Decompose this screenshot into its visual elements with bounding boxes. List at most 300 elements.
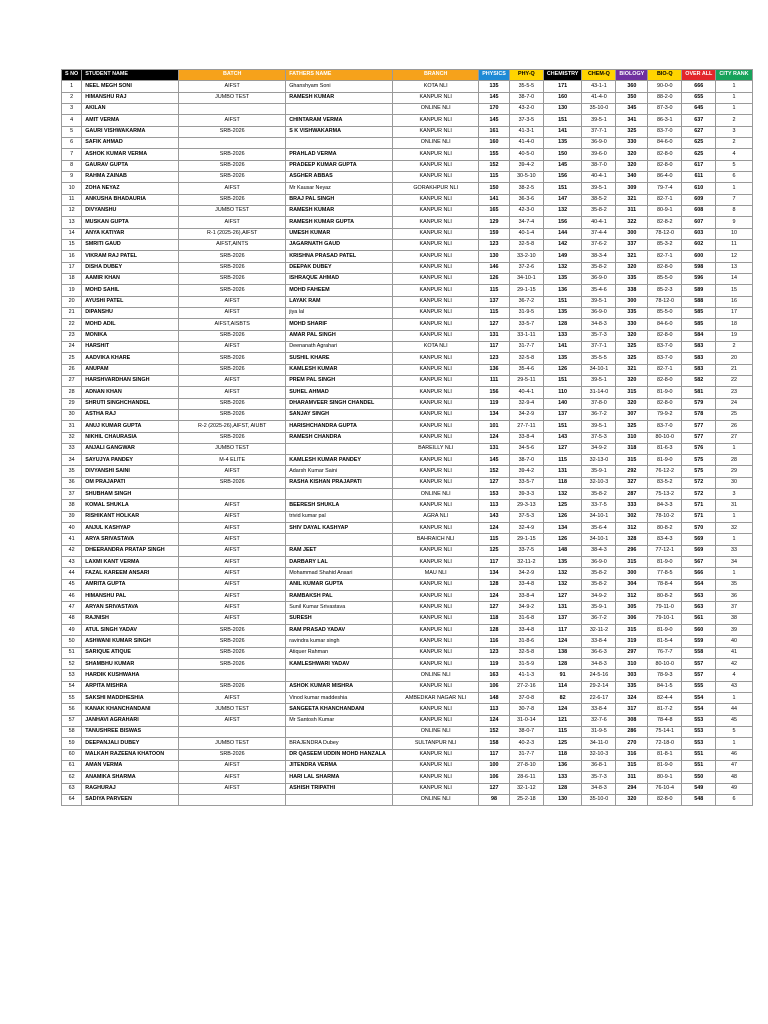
cell-sno: 1 [62,81,82,92]
table-row [62,387,753,398]
cell-phy-q: 39-3-3 [509,489,543,500]
cell-overall: 666 [682,81,716,92]
cell-overall: 554 [682,693,716,704]
cell-student-name: SHRUTI SINGHCHANDEL [82,398,179,409]
cell-biology: 316 [616,749,648,760]
header-fathers-name: FATHERS NAME [286,70,393,81]
cell-bio-q: 79-7-4 [648,183,682,194]
cell-fathers-name: HARI LAL SHARMA [286,772,393,783]
cell-fathers-name: Sunil Kumar Srivastava [286,602,393,613]
cell-sno: 64 [62,795,82,806]
cell-student-name: GAURI VISHWAKARMA [82,126,179,137]
cell-chemistry: 115 [543,455,582,466]
cell-phy-q: 33-2-10 [509,251,543,262]
cell-chemistry: 132 [543,262,582,273]
cell-physics: 155 [479,149,510,160]
cell-bio-q: 85-5-0 [648,273,682,284]
cell-bio-q: 83-5-2 [648,477,682,488]
cell-batch: SRB-2026 [179,273,286,284]
cell-student-name: KANAK KHANCHANDANI [82,704,179,715]
cell-chem-q: 34-10-1 [582,534,616,545]
cell-fathers-name: SANGEETA KHANCHANDANI [286,704,393,715]
cell-overall: 561 [682,613,716,624]
cell-overall: 550 [682,772,716,783]
cell-bio-q: 82-8-0 [648,262,682,273]
cell-sno: 37 [62,489,82,500]
cell-chemistry: 136 [543,285,582,296]
cell-physics: 134 [479,409,510,420]
cell-phy-q: 29-1-15 [509,285,543,296]
table-row [62,715,753,726]
cell-sno: 59 [62,738,82,749]
cell-physics: 134 [479,568,510,579]
header-row [62,70,753,81]
cell-chemistry: 171 [543,81,582,92]
cell-fathers-name: BRAJ PAL SINGH [286,194,393,205]
cell-biology: 335 [616,307,648,318]
cell-sno: 31 [62,421,82,432]
cell-sno: 11 [62,194,82,205]
cell-branch: BAREILLY NLI [393,443,479,454]
cell-batch [179,103,286,114]
cell-chem-q: 39-5-1 [582,115,616,126]
table-row [62,545,753,556]
cell-phy-q: 31-9-5 [509,307,543,318]
cell-student-name: DHEERANDRA PRATAP SINGH [82,545,179,556]
cell-city-rank: 7 [716,194,752,205]
cell-bio-q: 83-7-0 [648,353,682,364]
cell-chem-q: 35-8-2 [582,489,616,500]
cell-chemistry: 160 [543,92,582,103]
cell-biology: 300 [616,296,648,307]
cell-bio-q: 80-8-2 [648,591,682,602]
cell-chem-q: 36-8-1 [582,761,616,772]
cell-chem-q: 32-10-3 [582,749,616,760]
cell-branch: KANPUR NLI [393,239,479,250]
cell-overall: 585 [682,307,716,318]
cell-chemistry: 141 [543,126,582,137]
table-row [62,602,753,613]
cell-student-name: ANUJ KUMAR GUPTA [82,421,179,432]
cell-city-rank: 5 [716,727,752,738]
cell-bio-q: 85-5-0 [648,307,682,318]
cell-phy-q: 41-3-1 [509,126,543,137]
cell-physics: 117 [479,341,510,352]
cell-chemistry: 126 [543,534,582,545]
cell-city-rank: 1 [716,81,752,92]
cell-phy-q: 32-11-2 [509,557,543,568]
cell-bio-q: 78-12-0 [648,228,682,239]
cell-bio-q: 82-8-0 [648,160,682,171]
cell-student-name: AKILAN [82,103,179,114]
table-row [62,591,753,602]
cell-biology: 315 [616,625,648,636]
cell-biology: 328 [616,534,648,545]
cell-chem-q: 37-7-1 [582,341,616,352]
cell-batch: AIFST [179,341,286,352]
cell-chem-q: 37-6-2 [582,239,616,250]
cell-batch: SRB-2026 [179,194,286,205]
cell-sno: 29 [62,398,82,409]
cell-sno: 12 [62,205,82,216]
cell-bio-q: 82-8-0 [648,375,682,386]
cell-biology: 335 [616,681,648,692]
cell-overall: 553 [682,738,716,749]
cell-fathers-name: JAGARNATH GAUD [286,239,393,250]
cell-biology: 311 [616,205,648,216]
cell-phy-q: 34-2-9 [509,409,543,420]
cell-biology: 303 [616,670,648,681]
cell-batch: SRB-2026 [179,285,286,296]
cell-chem-q: 33-8-4 [582,636,616,647]
cell-bio-q: 76-7-7 [648,647,682,658]
cell-city-rank: 6 [716,171,752,182]
cell-chemistry: 135 [543,137,582,148]
cell-biology: 321 [616,194,648,205]
cell-physics: 115 [479,285,510,296]
cell-chem-q: 22-6-17 [582,693,616,704]
table-row [62,421,753,432]
cell-chemistry: 132 [543,489,582,500]
cell-branch: GORAKHPUR NLI [393,183,479,194]
cell-fathers-name: RAMESH KUMAR GUPTA [286,217,393,228]
cell-phy-q: 39-4-2 [509,160,543,171]
cell-student-name: KOMAL SHUKLA [82,500,179,511]
cell-phy-q: 33-1-11 [509,330,543,341]
cell-fathers-name: SUSHIL KHARE [286,353,393,364]
cell-chemistry: 128 [543,659,582,670]
cell-branch: KANPUR NLI [393,681,479,692]
cell-fathers-name: Vinod kumar maddeshia [286,693,393,704]
cell-branch: KANPUR NLI [393,715,479,726]
cell-chem-q: 38-3-4 [582,251,616,262]
cell-branch: KANPUR NLI [393,704,479,715]
cell-chem-q: 36-7-2 [582,409,616,420]
cell-bio-q: 81-9-0 [648,387,682,398]
cell-bio-q: 82-7-1 [648,194,682,205]
cell-physics: 150 [479,183,510,194]
cell-bio-q: 84-3-3 [648,500,682,511]
cell-fathers-name: trivid kumar pal [286,511,393,522]
cell-city-rank: 49 [716,783,752,794]
cell-sno: 63 [62,783,82,794]
cell-bio-q: 80-9-1 [648,205,682,216]
cell-chemistry: 147 [543,194,582,205]
cell-fathers-name: SANJAY SINGH [286,409,393,420]
cell-phy-q: 36-7-2 [509,296,543,307]
cell-branch: KANPUR NLI [393,307,479,318]
table-row [62,409,753,420]
cell-bio-q: 78-9-3 [648,670,682,681]
cell-sno: 9 [62,171,82,182]
cell-physics: 131 [479,443,510,454]
cell-bio-q: 81-7-2 [648,704,682,715]
cell-chemistry: 82 [543,693,582,704]
table-row [62,296,753,307]
cell-bio-q: 85-3-2 [648,239,682,250]
cell-phy-q: 33-7-5 [509,545,543,556]
cell-overall: 555 [682,681,716,692]
cell-phy-q: 33-8-4 [509,432,543,443]
cell-branch: KANPUR NLI [393,92,479,103]
table-row [62,375,753,386]
cell-fathers-name [286,443,393,454]
cell-fathers-name: Mr Santosh Kumar [286,715,393,726]
cell-branch: KANPUR NLI [393,149,479,160]
cell-batch: SRB-2026 [179,636,286,647]
cell-student-name: ANUPAM [82,364,179,375]
table-row [62,330,753,341]
cell-city-rank: 47 [716,761,752,772]
cell-chem-q: 35-6-4 [582,523,616,534]
cell-phy-q: 31-8-6 [509,636,543,647]
cell-branch: KANPUR NLI [393,659,479,670]
cell-bio-q: 84-1-5 [648,681,682,692]
cell-bio-q: 82-8-0 [648,795,682,806]
cell-biology: 292 [616,466,648,477]
cell-sno: 19 [62,285,82,296]
cell-bio-q: 78-4-8 [648,715,682,726]
cell-batch: JUMBO TEST [179,92,286,103]
cell-physics: 129 [479,217,510,228]
cell-chem-q: 35-8-2 [582,262,616,273]
table-row [62,727,753,738]
cell-sno: 18 [62,273,82,284]
cell-branch: KANPUR NLI [393,409,479,420]
cell-phy-q: 25-2-18 [509,795,543,806]
cell-student-name: JANHAVI AGRAHARI [82,715,179,726]
cell-chemistry: 125 [543,500,582,511]
cell-physics: 127 [479,783,510,794]
cell-fathers-name: SUHEL AHMAD [286,387,393,398]
cell-city-rank: 30 [716,477,752,488]
table-row [62,183,753,194]
cell-biology: 340 [616,171,648,182]
table-row [62,636,753,647]
cell-chemistry: 142 [543,239,582,250]
cell-fathers-name: jiya lal [286,307,393,318]
cell-branch: KANPUR NLI [393,602,479,613]
cell-biology: 311 [616,772,648,783]
cell-batch: AIFST [179,183,286,194]
cell-batch: AIFST [179,500,286,511]
cell-chemistry: 134 [543,523,582,534]
cell-bio-q: 79-9-2 [648,409,682,420]
cell-chemistry: 135 [543,273,582,284]
cell-overall: 611 [682,171,716,182]
cell-city-rank: 26 [716,421,752,432]
table-row [62,149,753,160]
cell-bio-q: 81-8-1 [648,749,682,760]
cell-overall: 564 [682,579,716,590]
cell-physics: 152 [479,466,510,477]
cell-bio-q: 87-3-0 [648,103,682,114]
cell-physics: 152 [479,160,510,171]
cell-overall: 625 [682,137,716,148]
cell-student-name: ASHWANI KUMAR SINGH [82,636,179,647]
table-row [62,217,753,228]
cell-overall: 625 [682,149,716,160]
cell-fathers-name: DR QASEEM UDDIN MOHD HANZALA [286,749,393,760]
cell-batch: AIFST [179,772,286,783]
cell-overall: 645 [682,103,716,114]
cell-student-name: AMAN VERMA [82,761,179,772]
cell-bio-q: 82-4-4 [648,693,682,704]
cell-city-rank: 1 [716,92,752,103]
cell-bio-q: 83-7-0 [648,126,682,137]
cell-branch: KANPUR NLI [393,523,479,534]
cell-sno: 5 [62,126,82,137]
table-row [62,432,753,443]
cell-overall: 608 [682,205,716,216]
cell-sno: 33 [62,443,82,454]
cell-fathers-name [286,727,393,738]
cell-batch: AIFST [179,307,286,318]
cell-chemistry: 145 [543,160,582,171]
cell-bio-q: 85-2-3 [648,285,682,296]
cell-city-rank: 35 [716,579,752,590]
cell-chemistry: 130 [543,103,582,114]
cell-city-rank: 23 [716,387,752,398]
cell-overall: 553 [682,727,716,738]
cell-biology: 350 [616,92,648,103]
cell-biology: 315 [616,761,648,772]
cell-city-rank: 6 [716,795,752,806]
table-row [62,568,753,579]
cell-chemistry: 136 [543,761,582,772]
cell-biology: 294 [616,783,648,794]
cell-student-name: OM PRAJAPATI [82,477,179,488]
cell-chem-q: 35-10-0 [582,795,616,806]
cell-student-name: DIVYANSHU [82,205,179,216]
cell-city-rank: 45 [716,715,752,726]
cell-city-rank: 32 [716,523,752,534]
cell-physics: 165 [479,205,510,216]
cell-biology: 325 [616,421,648,432]
cell-fathers-name: HARISHCHANDRA GUPTA [286,421,393,432]
cell-city-rank: 1 [716,568,752,579]
cell-city-rank: 10 [716,228,752,239]
cell-branch: KANPUR NLI [393,500,479,511]
cell-city-rank: 42 [716,659,752,670]
cell-fathers-name: RAMESH KUMAR [286,205,393,216]
cell-chemistry: 135 [543,557,582,568]
cell-city-rank: 15 [716,285,752,296]
cell-bio-q: 75-13-2 [648,489,682,500]
cell-bio-q: 75-14-1 [648,727,682,738]
cell-branch: KANPUR NLI [393,319,479,330]
cell-physics: 115 [479,307,510,318]
cell-sno: 20 [62,296,82,307]
cell-chemistry: 138 [543,647,582,658]
cell-chem-q: 31-9-5 [582,727,616,738]
cell-bio-q: 84-6-0 [648,137,682,148]
cell-phy-q: 32-5-8 [509,239,543,250]
cell-chemistry: 118 [543,749,582,760]
cell-student-name: MOHD ADIL [82,319,179,330]
cell-overall: 567 [682,557,716,568]
cell-chem-q: 39-5-1 [582,296,616,307]
cell-bio-q: 76-12-2 [648,466,682,477]
cell-branch: AMBEDKAR NAGAR NLI [393,693,479,704]
cell-chem-q: 36-9-0 [582,557,616,568]
cell-biology: 315 [616,387,648,398]
header-bio-q: BIO-Q [648,70,682,81]
cell-overall: 569 [682,534,716,545]
cell-branch: KANPUR NLI [393,421,479,432]
cell-fathers-name: BEERESH SHUKLA [286,500,393,511]
cell-student-name: SHAMBHU KUMAR [82,659,179,670]
cell-phy-q: 40-1-4 [509,228,543,239]
cell-batch [179,795,286,806]
cell-student-name: ANJALI GANGWAR [82,443,179,454]
cell-branch: KANPUR NLI [393,772,479,783]
cell-chem-q: 37-4-4 [582,228,616,239]
cell-phy-q: 38-7-0 [509,92,543,103]
cell-fathers-name: RASHA KISHAN PRAJAPATI [286,477,393,488]
cell-bio-q: 82-7-1 [648,251,682,262]
cell-overall: 585 [682,319,716,330]
cell-chem-q: 36-7-2 [582,613,616,624]
cell-phy-q: 31-5-9 [509,659,543,670]
cell-student-name: GAURAV GUPTA [82,160,179,171]
cell-student-name: MONIKA [82,330,179,341]
table-row [62,579,753,590]
cell-overall: 598 [682,262,716,273]
cell-biology: 305 [616,602,648,613]
cell-biology: 297 [616,647,648,658]
cell-branch: ONLINE NLI [393,137,479,148]
cell-sno: 4 [62,115,82,126]
cell-bio-q: 76-10-4 [648,783,682,794]
cell-fathers-name [286,534,393,545]
cell-phy-q: 30-5-10 [509,171,543,182]
cell-branch: KANPUR NLI [393,262,479,273]
cell-physics: 113 [479,500,510,511]
cell-fathers-name: RAM PRASAD YADAV [286,625,393,636]
cell-student-name: ARPITA MISHRA [82,681,179,692]
cell-overall: 607 [682,217,716,228]
cell-city-rank: 39 [716,625,752,636]
table-row [62,103,753,114]
cell-city-rank: 21 [716,364,752,375]
cell-city-rank: 4 [716,149,752,160]
cell-bio-q: 79-10-1 [648,613,682,624]
table-row [62,92,753,103]
table-row [62,171,753,182]
cell-chem-q: 35-7-3 [582,772,616,783]
cell-chem-q: 29-2-14 [582,681,616,692]
cell-chemistry: 91 [543,670,582,681]
cell-sno: 26 [62,364,82,375]
cell-branch: KANPUR NLI [393,126,479,137]
cell-physics: 123 [479,353,510,364]
cell-batch: R-1 (2025-26),AIFST [179,228,286,239]
cell-student-name: RAJNISH [82,613,179,624]
cell-physics: 98 [479,795,510,806]
cell-batch: SRB-2026 [179,171,286,182]
cell-sno: 3 [62,103,82,114]
cell-phy-q: 35-5-5 [509,81,543,92]
cell-physics: 127 [479,319,510,330]
cell-branch: KANPUR NLI [393,647,479,658]
cell-phy-q: 36-3-6 [509,194,543,205]
table-row [62,194,753,205]
cell-physics: 100 [479,761,510,772]
cell-sno: 13 [62,217,82,228]
cell-student-name: DIVYANSHI SAINI [82,466,179,477]
cell-chemistry: 137 [543,409,582,420]
